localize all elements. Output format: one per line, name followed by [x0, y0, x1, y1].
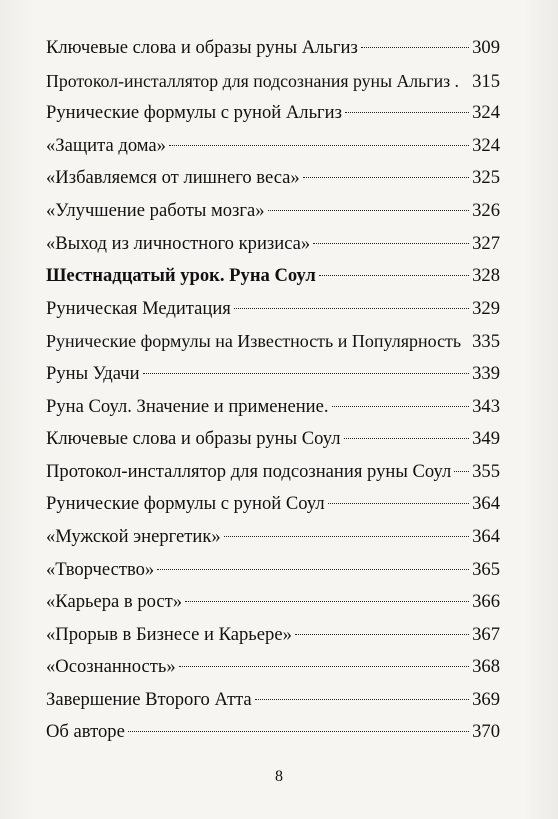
toc-entry [46, 423, 500, 456]
toc-entry-page: 339 [472, 362, 500, 384]
toc-entry-title: Руны Удачи [46, 362, 140, 384]
dot-leader [224, 536, 469, 537]
toc-entry [46, 488, 500, 521]
toc-entry-title: Ключевые слова и образы руны Альгиз [46, 37, 358, 58]
dot-leader [361, 47, 469, 48]
toc-entry [46, 65, 500, 98]
toc-entry-title: Рунические формулы на Известность и Популярность [46, 331, 462, 352]
toc-entry-page: 329 [472, 297, 500, 319]
toc-entry-title: «Выход из личностного кризиса» [46, 232, 311, 254]
dot-leader [344, 438, 470, 439]
dot-leader [268, 210, 470, 211]
page-number: 8 [275, 768, 283, 785]
toc-entry-title: «Прорыв в Бизнесе и Карьере» [46, 623, 292, 645]
toc-entry-page: 369 [472, 688, 500, 710]
toc-entry-title: «Избавляемся от лишнего веса» [46, 167, 300, 189]
toc-entry [46, 195, 500, 228]
table-of-contents [46, 32, 500, 749]
toc-entry-page: 349 [472, 428, 500, 450]
toc-entry-title: Руна Соул. Значение и применение. [46, 395, 329, 417]
toc-entry [46, 32, 500, 65]
toc-entry [46, 684, 500, 717]
toc-entry-page: 335 [472, 331, 500, 353]
toc-entry-page: 327 [472, 232, 500, 254]
dot-leader [328, 503, 469, 504]
toc-entry [46, 716, 500, 749]
toc-entry-title: «Творчество» [46, 558, 155, 580]
toc-entry-title: Шестнадцатый урок. Руна Соул [46, 265, 316, 287]
toc-entry-title: Ключевые слова и образы руны Соул [46, 428, 341, 450]
toc-entry [46, 325, 500, 358]
toc-entry [46, 228, 500, 261]
dot-leader [303, 177, 469, 178]
toc-entry [46, 97, 500, 130]
toc-entry [46, 651, 500, 684]
toc-entry-title: Протокол-инсталлятор для подсознания руны Соул [46, 460, 452, 482]
toc-entry [46, 554, 500, 587]
dot-leader [332, 406, 470, 407]
dot-leader [313, 243, 469, 244]
dot-leader [185, 601, 469, 602]
toc-entry-page: 324 [472, 134, 500, 156]
dot-leader [454, 471, 469, 472]
toc-entry [46, 293, 500, 326]
toc-entry-page: 309 [472, 37, 500, 58]
dot-leader [319, 275, 469, 276]
dot-leader [295, 634, 469, 635]
toc-entry-page: 315 [472, 70, 500, 92]
dot-leader [345, 112, 469, 113]
toc-entry [46, 391, 500, 424]
toc-entry [46, 162, 500, 195]
toc-entry-title: «Мужской энергетик» [46, 525, 221, 547]
dot-leader [169, 145, 469, 146]
toc-entry-title: Рунические формулы с руной Соул [46, 493, 325, 515]
toc-entry-title: Руническая Медитация [46, 297, 231, 319]
toc-entry-page: 364 [472, 525, 500, 547]
toc-entry-page: 365 [472, 558, 500, 580]
toc-entry-title: Завершение Второго Атта [46, 688, 252, 710]
toc-entry-page: 355 [472, 460, 500, 482]
toc-entry-page: 368 [472, 656, 500, 678]
toc-entry-page: 364 [472, 493, 500, 515]
dot-leader [255, 699, 469, 700]
toc-entry-title: «Улучшение работы мозга» [46, 199, 265, 221]
toc-entry-title: Об авторе [46, 721, 125, 743]
dot-leader [234, 308, 469, 309]
dot-leader [179, 666, 469, 667]
dot-leader [128, 731, 469, 732]
toc-entry-page: 343 [472, 395, 500, 417]
toc-entry-page: 328 [472, 265, 500, 287]
dot-leader [143, 373, 470, 374]
toc-entry-page: 325 [472, 167, 500, 189]
toc-entry [46, 456, 500, 489]
toc-entry [46, 586, 500, 619]
toc-entry-title: Протокол-инсталлятор для подсознания руны Альгиз . [46, 70, 460, 91]
toc-entry [46, 619, 500, 652]
toc-entry-title: «Осознанность» [46, 656, 176, 678]
dot-leader [157, 569, 469, 570]
toc-entry-page: 326 [472, 199, 500, 221]
toc-entry-page: 370 [472, 721, 500, 743]
toc-entry [46, 130, 500, 163]
toc-entry [46, 260, 500, 293]
toc-entry-page: 366 [472, 591, 500, 613]
toc-entry-title: «Карьера в рост» [46, 591, 183, 613]
toc-entry [46, 521, 500, 554]
toc-entry-title: Рунические формулы с руной Альгиз [46, 102, 342, 124]
toc-entry-title: «Защита дома» [46, 134, 166, 156]
toc-entry-page: 324 [472, 102, 500, 124]
toc-entry [46, 358, 500, 391]
toc-entry-page: 367 [472, 623, 500, 645]
